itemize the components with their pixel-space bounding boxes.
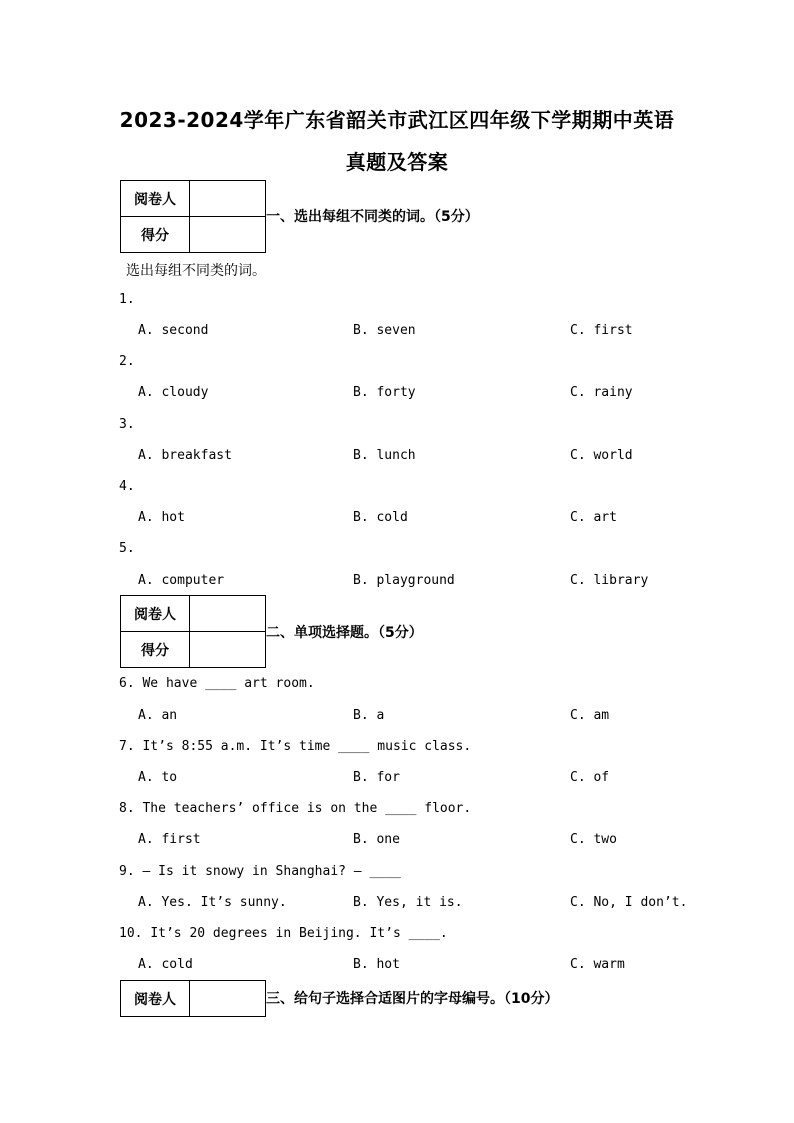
option-c: C. warm	[570, 957, 625, 972]
question-stem: It’s 8:55 a.m. It’s time ____ music class.	[142, 739, 472, 754]
option-c: C. No, I don’t.	[570, 895, 688, 910]
section-heading: 二、单项选择题。（5分）	[266, 625, 423, 641]
option-c: C. library	[570, 573, 649, 588]
question-number: 4.	[119, 479, 135, 494]
question-number: 8.	[119, 801, 135, 816]
option-b: B. Yes, it is.	[353, 895, 463, 910]
option-b: B. hot	[353, 957, 400, 972]
question-number: 1.	[119, 292, 135, 307]
section-instruction: 选出每组不同类的词。	[126, 263, 266, 279]
option-b: B. lunch	[353, 448, 416, 463]
option-a: A. to	[138, 770, 178, 785]
section-heading: 一、选出每组不同类的词。（5分）	[266, 209, 479, 225]
question-number: 5.	[119, 541, 135, 556]
question-stem: — Is it snowy in Shanghai? — ____	[142, 864, 401, 879]
question-item	[119, 676, 315, 691]
option-a: A. second	[138, 323, 209, 338]
document-title-line2: 真题及答案	[345, 150, 449, 174]
option-a: A. first	[138, 832, 201, 847]
question-stem: It’s 20 degrees in Beijing. It’s ____.	[150, 926, 448, 941]
reviewer-blank	[190, 981, 266, 1017]
question-item	[119, 801, 471, 816]
question-stem: The teachers’ office is on the ____ floor.	[142, 801, 472, 816]
option-a: A. breakfast	[138, 448, 232, 463]
option-a: A. cold	[138, 957, 193, 972]
option-c: C. am	[570, 708, 610, 723]
question-number: 6.	[119, 676, 135, 691]
option-c: C. of	[570, 770, 610, 785]
option-a: A. an	[138, 708, 178, 723]
reviewer-label: 阅卷人	[121, 981, 190, 1017]
question-number: 3.	[119, 417, 135, 432]
question-number: 2.	[119, 354, 135, 369]
option-b: B. playground	[353, 573, 455, 588]
question-stem: We have ____ art room.	[142, 676, 315, 691]
question-item	[119, 926, 448, 941]
score-label: 得分	[121, 632, 190, 668]
option-c: C. rainy	[570, 385, 633, 400]
question-item	[119, 739, 471, 754]
option-b: B. for	[353, 770, 400, 785]
score-table	[120, 180, 266, 253]
question-number: 10.	[119, 926, 143, 941]
section-heading: 三、给句子选择合适图片的字母编号。（10分）	[266, 991, 559, 1007]
score-table	[120, 980, 266, 1017]
option-c: C. art	[570, 510, 617, 525]
option-b: B. forty	[353, 385, 416, 400]
question-item	[119, 864, 401, 879]
question-number: 7.	[119, 739, 135, 754]
score-blank	[190, 217, 266, 253]
option-a: A. computer	[138, 573, 225, 588]
question-number: 9.	[119, 864, 135, 879]
score-blank	[190, 632, 266, 668]
option-c: C. world	[570, 448, 633, 463]
option-b: B. one	[353, 832, 400, 847]
option-a: A. Yes. It’s sunny.	[138, 895, 287, 910]
option-b: B. seven	[353, 323, 416, 338]
option-c: C. two	[570, 832, 617, 847]
option-a: A. hot	[138, 510, 185, 525]
option-b: B. a	[353, 708, 385, 723]
reviewer-blank	[190, 181, 266, 217]
score-table	[120, 595, 266, 668]
option-b: B. cold	[353, 510, 408, 525]
document-title: 2023-2024学年广东省韶关市武江区四年级下学期期中英语	[119, 108, 675, 132]
score-label: 得分	[121, 217, 190, 253]
reviewer-blank	[190, 596, 266, 632]
option-c: C. first	[570, 323, 633, 338]
reviewer-label: 阅卷人	[121, 596, 190, 632]
reviewer-label: 阅卷人	[121, 181, 190, 217]
option-a: A. cloudy	[138, 385, 209, 400]
